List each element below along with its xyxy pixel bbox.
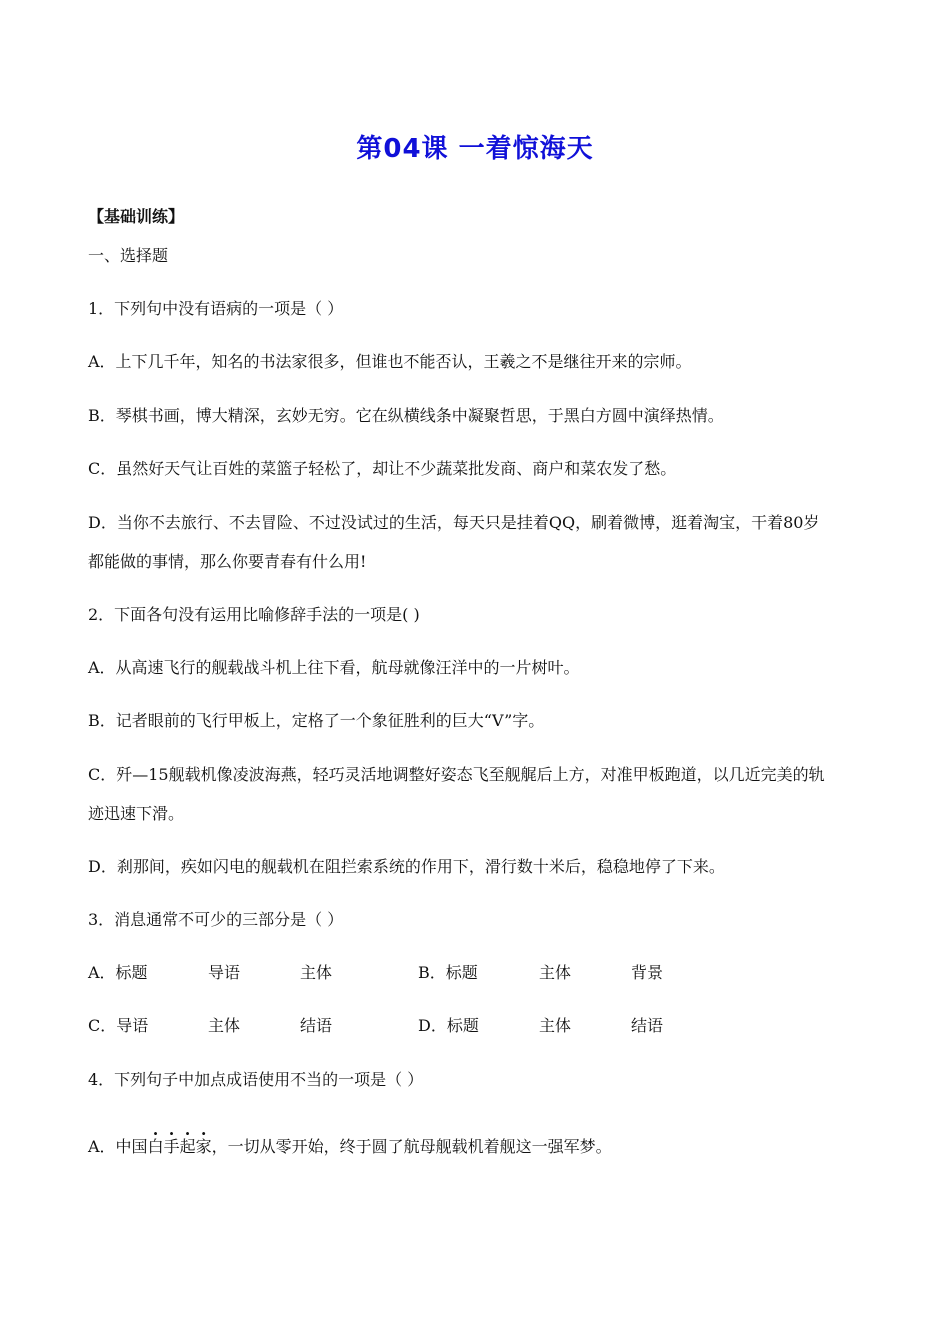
question-3-stem: 3．消息通常不可少的三部分是（ ） <box>88 910 344 929</box>
question-2-option-a: A．从高速飞行的舰载战斗机上往下看，航母就像汪洋中的一片树叶。 <box>88 658 580 677</box>
question-1-option-b: B．琴棋书画，博大精深，玄妙无穷。它在纵横线条中凝聚哲思，于黑白方圆中演绎热情。 <box>88 406 724 425</box>
part-heading: 一、选择题 <box>88 246 169 265</box>
question-1-option-c: C．虽然好天气让百姓的菜篮子轻松了，却让不少蔬菜批发商、商户和菜农发了愁。 <box>88 459 677 478</box>
question-3-option-b-1: B．标题 <box>418 963 478 982</box>
question-3-option-c-3: 结语 <box>300 1016 333 1035</box>
question-4-option-a-post: ，一切从零开始，终于圆了航母舰载机着舰这一强军梦。 <box>211 1137 612 1156</box>
dotted-char: 家 <box>195 1137 212 1156</box>
question-1-option-d-line1: D．当你不去旅行、不去冒险、不过没试过的生活，每天只是挂着QQ，刷着微博，逛着淘宝，干着80岁 <box>88 513 820 532</box>
question-4-option-a <box>88 1136 612 1158</box>
question-2-stem: 2．下面各句没有运用比喻修辞手法的一项是( ) <box>88 605 420 624</box>
page-title: 第04课 一着惊海天 <box>356 134 594 164</box>
question-2-option-c-line1: C．歼—15舰载机像凌波海燕，轻巧灵活地调整好姿态飞至舰艉后上方，对准甲板跑道，以几近完美的轨 <box>88 765 825 784</box>
question-3-option-a-3: 主体 <box>300 963 333 982</box>
question-1-option-d-line2: 都能做的事情，那么你要青春有什么用! <box>88 552 367 571</box>
question-3-option-d-2: 主体 <box>539 1016 572 1035</box>
section-heading: 【基础训练】 <box>88 207 185 226</box>
question-3-option-c-2: 主体 <box>208 1016 241 1035</box>
question-4-stem: 4．下列句子中加点成语使用不当的一项是（ ） <box>88 1070 424 1089</box>
question-2-option-c-line2: 迹迅速下滑。 <box>88 804 185 823</box>
dotted-char: 手 <box>163 1137 180 1156</box>
question-1-stem: 1．下列句中没有语病的一项是（ ） <box>88 299 344 318</box>
dotted-char: 起 <box>179 1137 196 1156</box>
question-2-option-d: D．刹那间，疾如闪电的舰载机在阻拦索系统的作用下，滑行数十米后，稳稳地停了下来。 <box>88 857 725 876</box>
question-3-option-b-2: 主体 <box>539 963 572 982</box>
question-1-option-a: A．上下几千年，知名的书法家很多，但谁也不能否认，王羲之不是继往开来的宗师。 <box>88 352 692 371</box>
question-2-option-b: B．记者眼前的飞行甲板上，定格了一个象征胜利的巨大“V”字。 <box>88 711 545 730</box>
dotted-char: 白 <box>147 1137 164 1156</box>
question-3-option-c-1: C．导语 <box>88 1016 149 1035</box>
question-4-option-a-pre: A．中国 <box>88 1137 148 1156</box>
question-3-option-a-1: A．标题 <box>88 963 148 982</box>
question-3-option-a-2: 导语 <box>208 963 241 982</box>
question-3-option-d-1: D．标题 <box>418 1016 479 1035</box>
question-3-option-d-3: 结语 <box>631 1016 664 1035</box>
question-3-option-b-3: 背景 <box>631 963 664 982</box>
